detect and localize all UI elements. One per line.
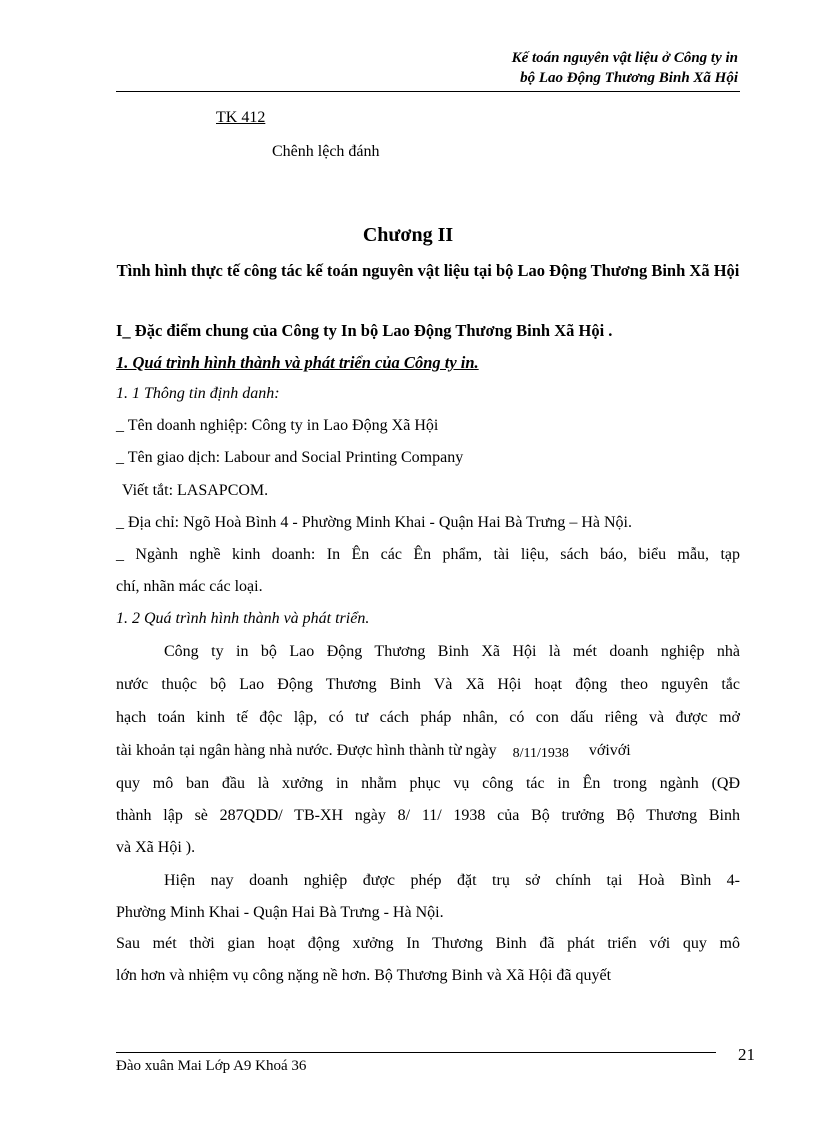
paragraph-3-line-2: lớn hơn và nhiệm vụ công nặng nề hơn. Bộ Thương Binh và Xã Hội đã quyết bbox=[116, 967, 612, 984]
section-heading: I_ Đặc điểm chung của Công ty In bộ Lao Động Thương Binh Xã Hội . bbox=[116, 321, 613, 340]
paragraph-1-line-4 bbox=[116, 742, 740, 760]
company-address: _ Địa chỉ: Ngõ Hoà Bình 4 - Phường Minh Khai - Quận Hai Bà Trưng – Hà Nội. bbox=[116, 514, 632, 531]
paragraph-1-line-2: nước thuộc bộ Lao Động Thương Binh Và Xã Hội hoạt động theo nguyên tắc bbox=[116, 676, 740, 693]
page-number: 21 bbox=[738, 1045, 755, 1064]
history-heading: 1. 2 Quá trình hình thành và phát triển. bbox=[116, 610, 370, 627]
paragraph-1-line-6: thành lập sè 287QDD/ TB-XH ngày 8/ 11/ 1938 của Bộ trưởng Bộ Thương Binh bbox=[116, 807, 740, 824]
chapter-title: Chương II bbox=[362, 224, 454, 246]
company-name: _ Tên doanh nghiệp: Công ty in Lao Động Xã Hội bbox=[116, 417, 439, 434]
running-header-line-2: bộ Lao Động Thương Binh Xã Hội bbox=[520, 70, 738, 86]
info-heading: 1. 1 Thông tin định danh: bbox=[116, 385, 280, 402]
paragraph-1-line-3: hạch toán kinh tế độc lập, có tư cách pháp nhân, có con dấu riêng và được mở bbox=[116, 709, 740, 726]
founding-date: 8/11/1938 bbox=[512, 746, 569, 761]
business-line-1: _ Ngành nghề kinh doanh: In Ên các Ên phẩm, tài liệu, sách báo, biểu mẫu, tạp bbox=[116, 546, 740, 563]
paragraph-2-line-1: Hiện nay doanh nghiệp được phép đặt trụ sở chính tại Hoà Bình 4- bbox=[164, 872, 740, 889]
footer-author: Đào xuân Mai Lớp A9 Khoá 36 bbox=[116, 1058, 307, 1074]
paragraph-1-line-4-text: tài khoản tại ngân hàng nhà nước. Được hình thành từ ngày bbox=[116, 742, 497, 759]
paragraph-1-line-5: quy mô ban đầu là xưởng in nhằm phục vụ công tác in Ên trong ngành (QĐ bbox=[116, 775, 740, 792]
header-divider bbox=[116, 91, 740, 92]
paragraph-1-line-1: Công ty in bộ Lao Động Thương Binh Xã Hội là mét doanh nghiệp nhà bbox=[164, 643, 740, 660]
abbreviation: Viết tắt: LASAPCOM. bbox=[122, 482, 269, 499]
paragraph-2-line-2: Phường Minh Khai - Quận Hai Bà Trưng - Hà Nội. bbox=[116, 904, 444, 921]
running-header bbox=[512, 48, 738, 88]
account-code: TK 412 bbox=[216, 109, 266, 126]
paragraph-1-line-4-tail: vớivới bbox=[588, 742, 631, 759]
footer-divider bbox=[116, 1052, 716, 1053]
subsection-heading: 1. Quá trình hình thành và phát triển của Công ty in. bbox=[116, 353, 479, 372]
paragraph-3-line-1: Sau mét thời gian hoạt động xưởng In Thương Binh đã phát triển với quy mô bbox=[116, 935, 740, 952]
paragraph-1-line-7: và Xã Hội ). bbox=[116, 839, 196, 856]
running-header-line-1: Kế toán nguyên vật liệu ở Công ty in bbox=[511, 50, 738, 66]
chapter-subtitle: Tình hình thực tế công tác kế toán nguyên vật liệu tại bộ Lao Động Thương Binh Xã Hội bbox=[116, 261, 740, 280]
trade-name: _ Tên giao dịch: Labour and Social Printing Company bbox=[116, 449, 464, 466]
account-description: Chênh lệch đánh bbox=[272, 143, 380, 160]
business-line-2: chí, nhãn mác các loại. bbox=[116, 578, 263, 595]
